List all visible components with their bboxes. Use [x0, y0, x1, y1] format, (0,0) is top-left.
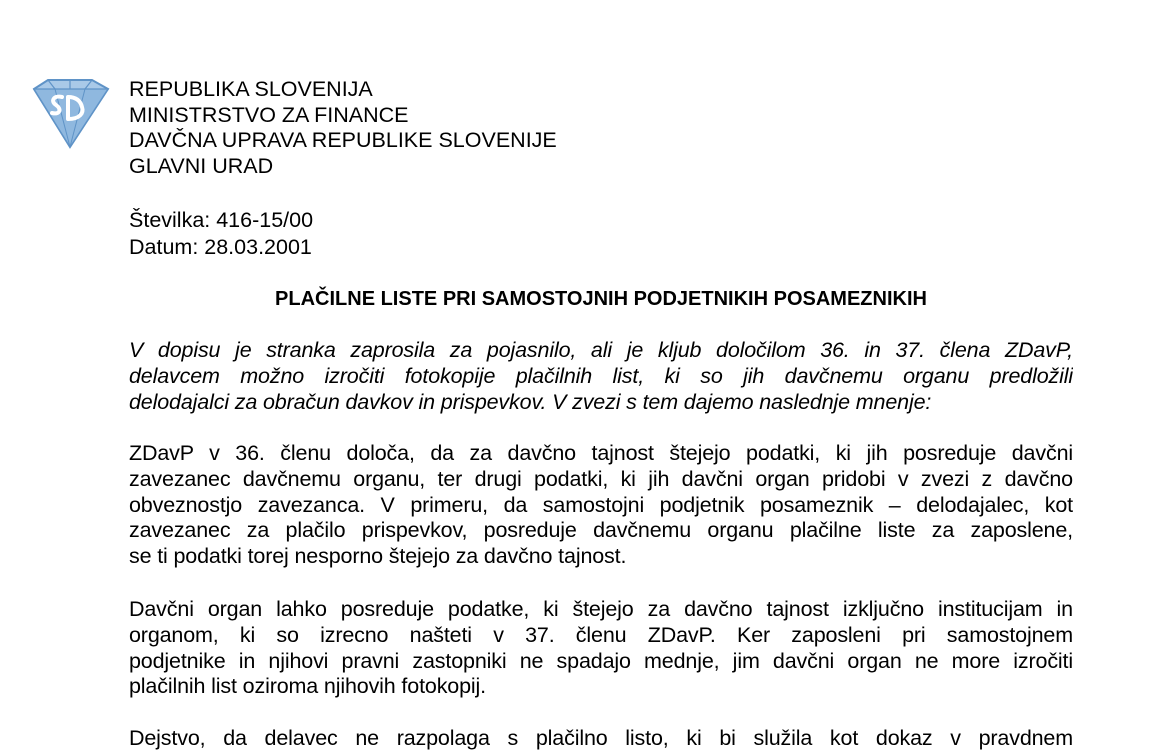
paragraph-line: zavezanec za plačilo prispevkov, posreduje davčnemu organu plačilne liste za zaposlene, — [129, 518, 1073, 543]
body-paragraph-2 — [129, 597, 1073, 700]
paragraph-line: podjetnike in njihovi pravni zastopniki ne spadajo mednje, jim davčni organ ne more izročiti — [129, 648, 1073, 673]
reference-number: Številka: 416-15/00 — [129, 208, 314, 232]
paragraph-line: plačilnih list oziroma njihovih fotokopij. — [129, 674, 486, 699]
header-line-republic: REPUBLIKA SLOVENIJA — [129, 77, 373, 101]
intro-paragraph — [129, 338, 1073, 415]
body-paragraph-1 — [129, 441, 1073, 570]
document-title: PLAČILNE LISTE PRI SAMOSTOJNIH PODJETNIKIH POSAMEZNIKIH — [275, 288, 927, 310]
paragraph-line: Dejstvo, da delavec ne razpolaga s plačilno listo, ki bi služila kot dokaz v pravdnem — [129, 726, 1073, 750]
durs-diamond-logo-icon — [28, 79, 112, 149]
intro-line: V dopisu je stranka zaprosila za pojasnilo, ali je kljub določilom 36. in 37. člena ZDavP, — [129, 338, 1073, 362]
body-paragraph-3 — [129, 726, 1073, 752]
header-line-head-office: GLAVNI URAD — [129, 153, 274, 178]
header-line-ministry: MINISTRSTVO ZA FINANCE — [129, 102, 409, 127]
letterhead — [129, 77, 557, 179]
logo-diamond — [34, 80, 108, 147]
paragraph-line: zavezanec davčnemu organu, ter drugi podatki, ki jih davčni organ pridobi v zvezi z davčno — [129, 466, 1073, 491]
paragraph-line: Davčni organ lahko posreduje podatke, ki štejejo za davčno tajnost izključno institucijam in — [129, 597, 1073, 621]
intro-line: delavcem možno izročiti fotokopije plačilnih list, ki so jih davčnemu organu predložili — [129, 363, 1073, 388]
intro-line: delodajalci za obračun davkov in prispevkov. V zvezi s tem dajemo naslednje mnenje: — [129, 389, 932, 414]
header-line-tax-administration: DAVČNA UPRAVA REPUBLIKE SLOVENIJE — [129, 128, 557, 152]
paragraph-line: organom, ki so izrecno našteti v 37. členu ZDavP. Ker zaposleni pri samostojnem — [129, 622, 1073, 647]
paragraph-line: obveznostjo zavezanca. V primeru, da samostojni podjetnik posameznik – delodajalec, kot — [129, 492, 1073, 517]
paragraph-line: ZDavP v 36. členu določa, da za davčno tajnost štejejo podatki, ki jih posreduje davčni — [129, 441, 1073, 465]
document-date: Datum: 28.03.2001 — [129, 234, 312, 259]
document-meta — [129, 207, 313, 260]
paragraph-line: se ti podatki torej nesporno štejejo za davčno tajnost. — [129, 544, 627, 569]
